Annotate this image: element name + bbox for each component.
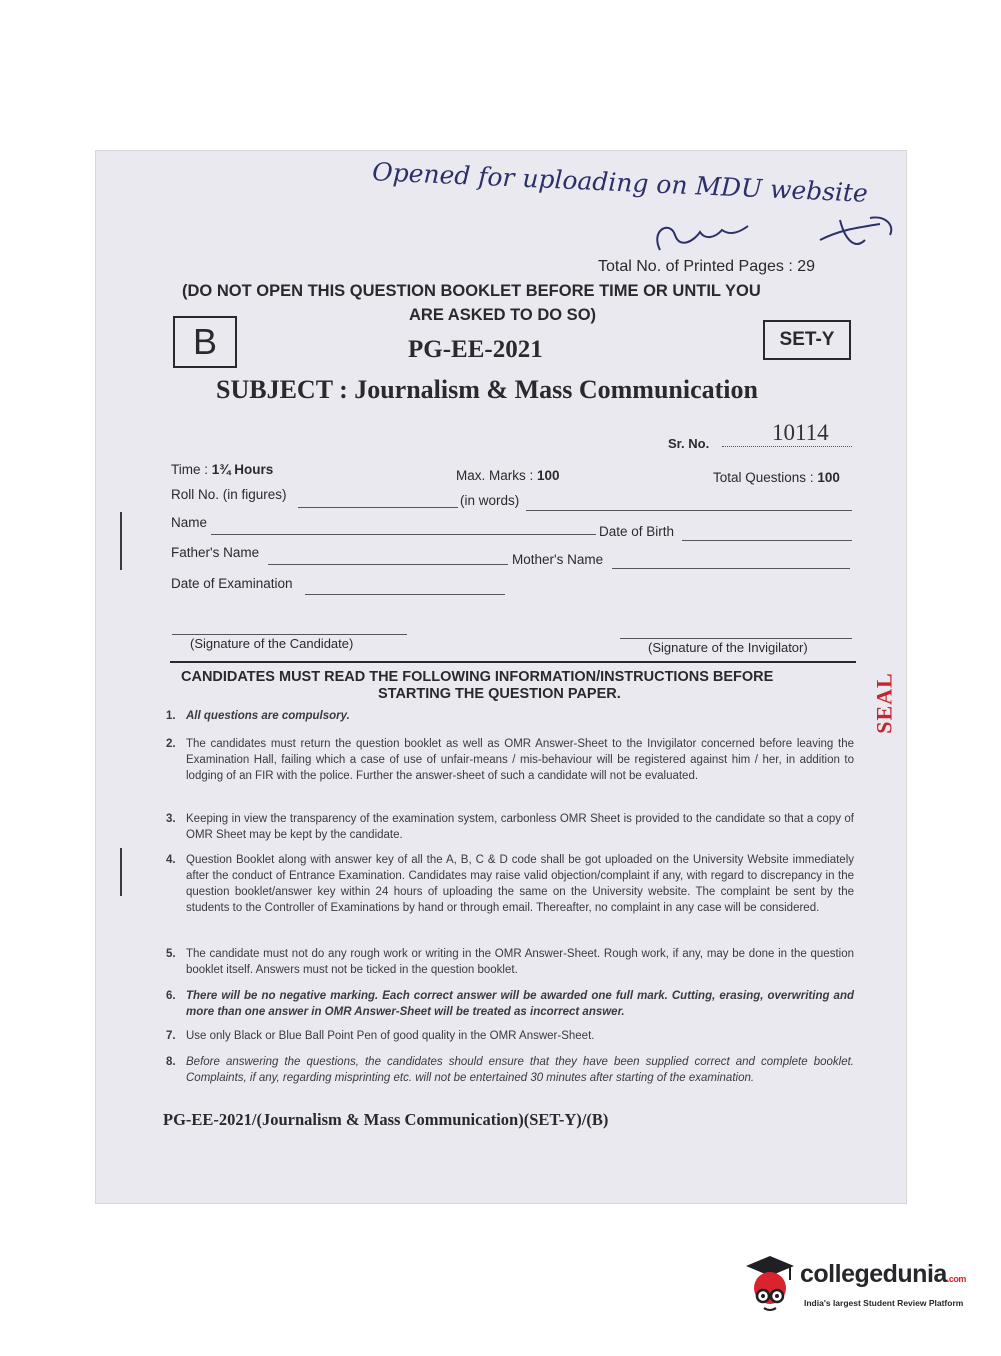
exam-date-field[interactable] xyxy=(305,594,505,595)
father-name-field[interactable] xyxy=(268,564,508,565)
mother-name-field[interactable] xyxy=(612,568,850,569)
instructions-heading-2: STARTING THE QUESTION PAPER. xyxy=(378,686,621,702)
instruction-item-6: 6. There will be no negative marking. Each correct answer will be awarded one full mark. Cutting, erasing, overwriting and more than one answer in OMR Answer-Sheet will be treated as incorrect answer. xyxy=(166,990,854,1018)
set-code: SET-Y xyxy=(779,329,835,350)
mother-name-label: Mother's Name xyxy=(512,552,604,567)
handwritten-note: Opened for uploading on MDU website xyxy=(371,157,869,208)
roll-no-words-field[interactable] xyxy=(526,510,852,511)
margin-mark xyxy=(120,512,122,570)
margin-mark xyxy=(120,848,122,896)
roll-no-words-label: (in words) xyxy=(460,493,520,508)
logo-wordmark: collegedunia.com xyxy=(800,1260,966,1288)
mascot-icon xyxy=(742,1252,798,1318)
roll-no-figures-field[interactable] xyxy=(298,507,458,508)
invigilator-signature-field[interactable] xyxy=(620,638,852,639)
instructions-heading-1: CANDIDATES MUST READ THE FOLLOWING INFORMATION/INSTRUCTIONS BEFORE xyxy=(181,669,774,685)
dob-label: Date of Birth xyxy=(599,524,675,539)
logo-suffix: .com xyxy=(946,1274,966,1284)
booklet-code: B xyxy=(192,321,217,362)
set-code-box xyxy=(763,320,851,360)
instruction-item-5: 5. The candidate must not do any rough work or writing in the OMR Answer-Sheet. Rough work, if any, may be done in the question booklet itself. Answers must not be ticked in the question booklet. xyxy=(166,948,854,976)
instruction-item-3: 3. Keeping in view the transparency of the examination system, carbonless OMR Sheet is provided to the candidate so that a copy of OMR Sheet may be kept by the candidate. xyxy=(166,813,854,841)
candidate-signature-label: (Signature of the Candidate) xyxy=(190,636,354,651)
father-name-label: Father's Name xyxy=(171,545,260,560)
warning-line-2: ARE ASKED TO DO SO) xyxy=(409,306,597,324)
seal-stamp: SEAL xyxy=(871,672,897,734)
instruction-item-7: 7. Use only Black or Blue Ball Point Pen of good quality in the OMR Answer-Sheet. xyxy=(166,1030,595,1042)
sr-no-label: Sr. No. xyxy=(668,436,710,451)
footer-code: PG-EE-2021/(Journalism & Mass Communication)(SET-Y)/(B) xyxy=(163,1110,609,1129)
booklet-code-box xyxy=(173,316,237,368)
warning-line-1: (DO NOT OPEN THIS QUESTION BOOKLET BEFORE TIME OR UNTIL YOU xyxy=(182,282,761,300)
max-marks: Max. Marks : 100 xyxy=(456,468,560,483)
total-questions: Total Questions : 100 xyxy=(713,470,840,485)
exam-title: PG-EE-2021 xyxy=(408,336,543,363)
total-pages-value: 29 xyxy=(797,258,816,275)
total-pages: Total No. of Printed Pages : 29 xyxy=(598,258,816,275)
collegedunia-logo xyxy=(742,1252,972,1318)
instruction-item-4: 4. Question Booklet along with answer key of all the A, B, C & D code shall be got uploaded on the University Website immediately after the conduct of Entrance Examination. Candidates may raise valid objection/complaint if any, with regard to discrepancy in the question booklet/answer key within 24 hours of uploading the same on the University website. The complaint be sent by the students to the Controller of Examinations by hand or through email. Thereafter, no complaint in any case will be considered. xyxy=(166,854,854,914)
exam-date-label: Date of Examination xyxy=(171,576,293,591)
name-label: Name xyxy=(171,515,208,530)
invigilator-signature-label: (Signature of the Invigilator) xyxy=(648,640,808,655)
dob-field[interactable] xyxy=(682,540,852,541)
logo-tagline: India's largest Student Review Platform xyxy=(804,1298,964,1308)
instruction-item-8: 8. Before answering the questions, the candidates should ensure that they have been supplied correct and complete booklet. Complaints, if any, regarding misprinting etc. will not be entertained 30 minutes after starting of the examination. xyxy=(166,1056,854,1084)
sr-no-value: 10114 xyxy=(772,420,829,445)
subject-title: SUBJECT : Journalism & Mass Communication xyxy=(216,375,758,404)
roll-no-figures-label: Roll No. (in figures) xyxy=(171,487,287,502)
instruction-item-2: 2. The candidates must return the question booklet as well as OMR Answer-Sheet to the Invigilator concerned before leaving the Examination Hall, failing which a case of use of unfair-means / mis-behaviour will be registered against him / her, in addition to lodging of an FIR with the police. Further the answer-sheet of such a candidate will not be evaluated. xyxy=(166,738,854,782)
candidate-signature-field[interactable] xyxy=(172,634,407,635)
instruction-item-1: 1. All questions are compulsory. xyxy=(166,710,350,722)
name-field[interactable] xyxy=(211,534,596,535)
divider xyxy=(170,661,856,663)
time-allowed: Time : 1¾ Hours xyxy=(171,462,274,477)
